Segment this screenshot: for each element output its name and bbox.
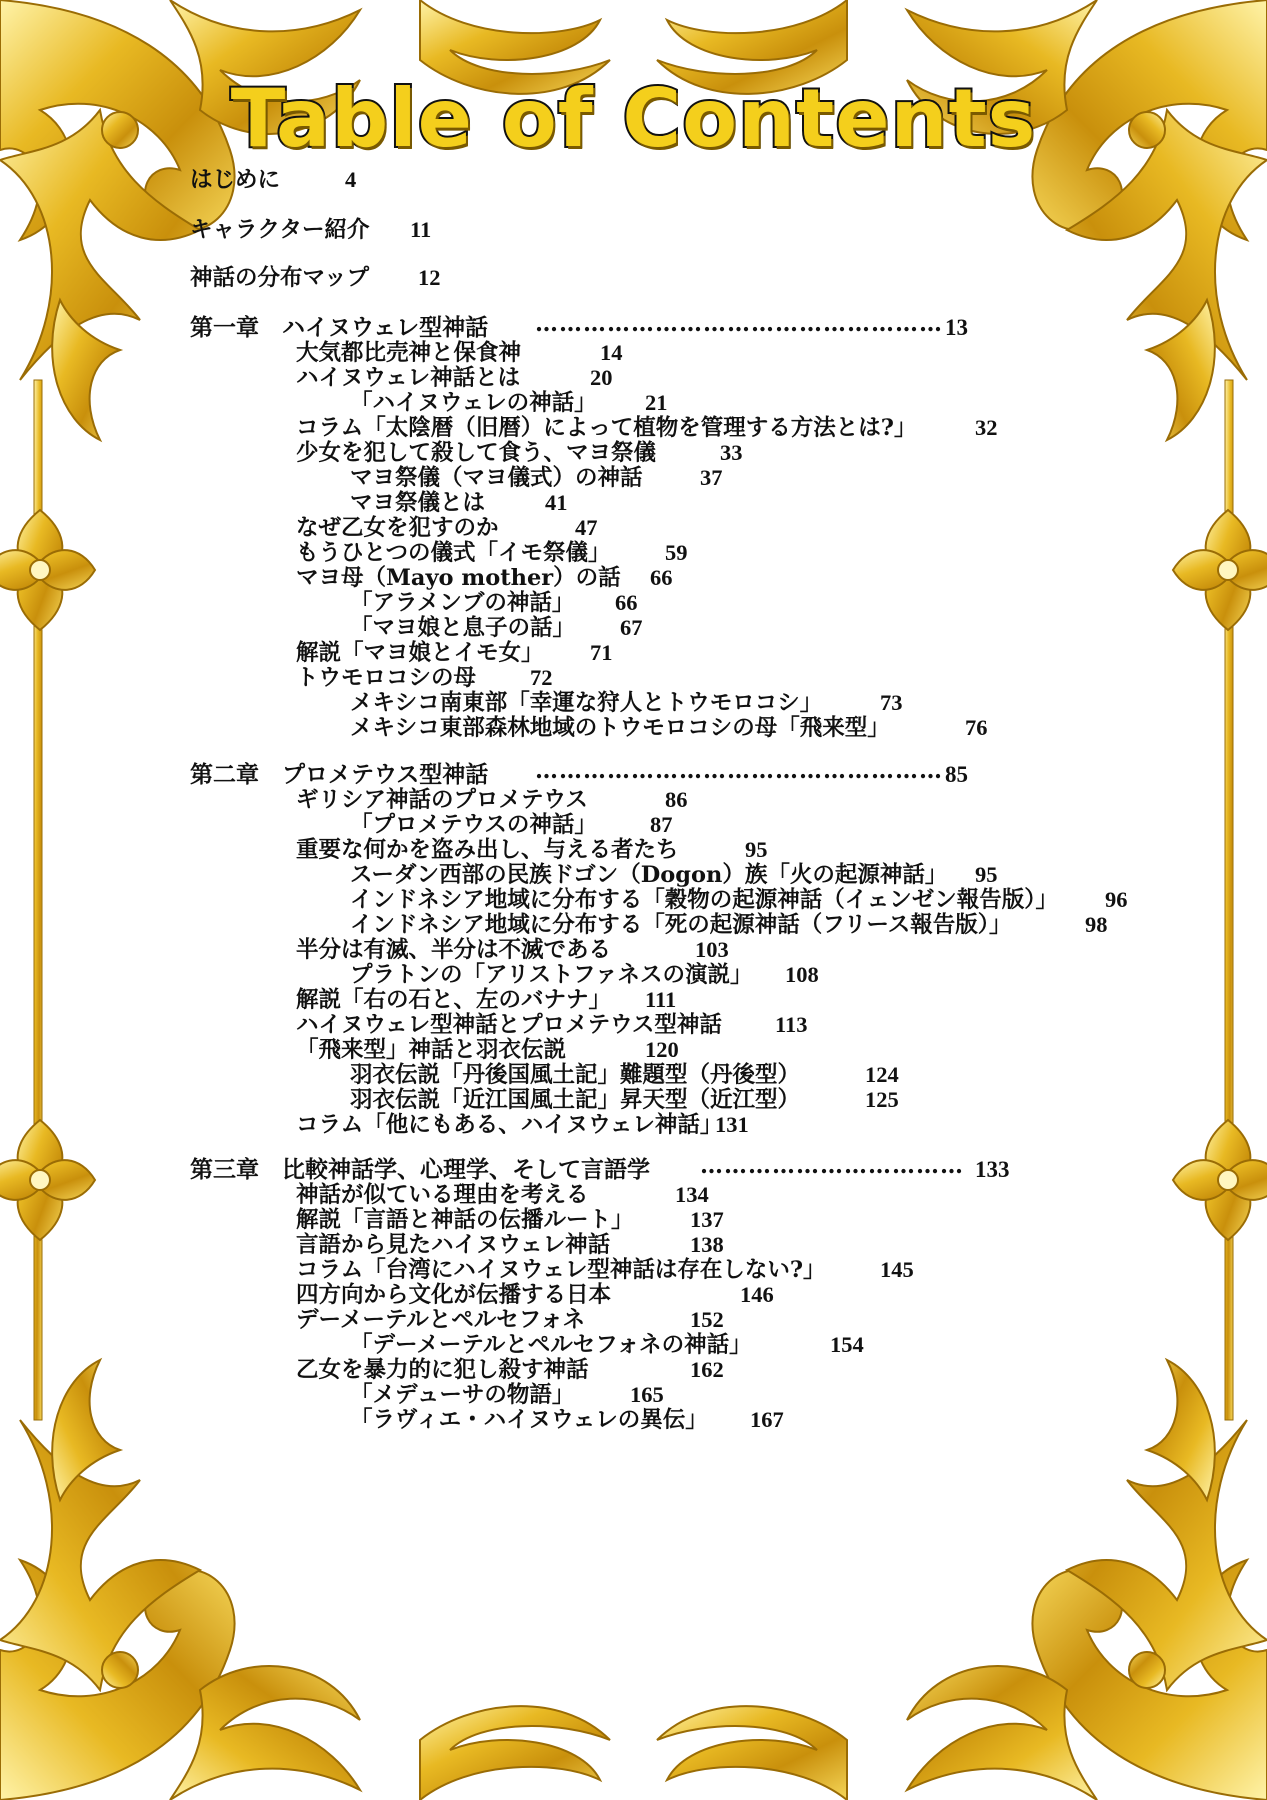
entry-title: ハイヌウェレ型神話とプロメテウス型神話: [296, 1012, 722, 1038]
entry-title: デーメーテルとペルセフォネ: [296, 1307, 586, 1333]
entry-title: マヨ母（Mayo mother）の話: [296, 565, 621, 591]
entry-title: 「飛来型」神話と羽衣伝説: [296, 1037, 567, 1063]
toc-entry[interactable]: [350, 689, 903, 717]
entry-title: 「マヨ娘と息子の話」: [350, 615, 576, 641]
page-number: 13: [945, 315, 968, 340]
entry-title: プラトンの「アリストファネスの演説」: [350, 962, 753, 988]
toc-entry[interactable]: [350, 1381, 664, 1409]
toc-entry[interactable]: [296, 786, 688, 814]
front-matter-item[interactable]: [190, 166, 357, 194]
page-number: 98: [1085, 912, 1108, 937]
dot-leader: ……………………………………………: [535, 757, 943, 784]
toc-entry[interactable]: [350, 811, 673, 839]
page-number: 33: [720, 440, 743, 465]
page-number: 41: [545, 490, 568, 515]
entry-title: 第一章 ハイヌウェレ型神話: [190, 314, 489, 341]
entry-title: 「メデューサの物語」: [350, 1382, 575, 1408]
page-number: 32: [975, 415, 998, 440]
toc-entry[interactable]: [296, 514, 598, 542]
entry-title: インドネシア地域に分布する「死の起源神話（フリース報告版）」: [350, 912, 1012, 938]
entry-title: 第三章 比較神話学、心理学、そして言語学: [190, 1156, 650, 1183]
toc-entry[interactable]: [296, 439, 743, 467]
page-number: 96: [1105, 887, 1128, 912]
toc-entry[interactable]: [296, 1281, 774, 1309]
page-number: 47: [575, 515, 598, 540]
page-number: 73: [880, 690, 903, 715]
page-number: 134: [675, 1182, 709, 1207]
toc-entry[interactable]: [350, 589, 638, 617]
toc-entry[interactable]: [296, 1011, 808, 1039]
front-matter-item[interactable]: [190, 264, 441, 292]
toc-entry[interactable]: [350, 911, 1108, 939]
entry-title: 神話の分布マップ: [190, 265, 370, 291]
entry-title: 「ハイヌウェレの神話」: [350, 390, 597, 416]
dot-leader: ……………………………: [700, 1152, 964, 1179]
entry-title: はじめに: [190, 167, 281, 193]
toc-entry[interactable]: [350, 961, 819, 989]
page-number: 131: [715, 1112, 749, 1137]
entry-title: なぜ乙女を犯すのか: [296, 515, 499, 541]
page-number: 154: [830, 1332, 864, 1357]
toc-entry[interactable]: [350, 714, 988, 742]
entry-title: ハイヌウェレ神話とは: [296, 365, 521, 391]
entry-title: スーダン西部の民族ドゴン（Dogon）族「火の起源神話」: [350, 862, 948, 888]
entry-title: 半分は有滅、半分は不滅である: [296, 937, 612, 963]
entry-title: もうひとつの儀式「イモ祭儀」: [296, 540, 611, 566]
entry-title: ギリシア神話のプロメテウス: [296, 787, 588, 813]
entry-title: 第二章 プロメテウス型神話: [190, 761, 489, 788]
page-number: 20: [590, 365, 613, 390]
toc-entry[interactable]: [350, 861, 998, 889]
toc-entry[interactable]: [296, 639, 613, 667]
toc-entry[interactable]: [296, 339, 623, 367]
entry-title: 「デーメーテルとペルセフォネの神話」: [350, 1332, 752, 1358]
entry-title: 言語から見たハイヌウェレ神話: [296, 1232, 611, 1258]
entry-title: メキシコ東部森林地域のトウモロコシの母「飛来型」: [350, 715, 890, 741]
page-number: 12: [418, 265, 441, 290]
entry-title: 解説「右の石と、左のバナナ」: [296, 987, 612, 1013]
entry-title: 「ラヴィエ・ハイヌウェレの異伝」: [350, 1407, 708, 1433]
entry-title: 乙女を暴力的に犯し殺す神話: [296, 1357, 589, 1383]
toc-entry[interactable]: [350, 614, 643, 642]
toc-entry[interactable]: [350, 489, 568, 517]
page-number: 133: [975, 1157, 1010, 1182]
toc-entry[interactable]: [296, 1306, 724, 1334]
page-number: 95: [745, 837, 768, 862]
entry-title: マヨ祭儀とは: [350, 490, 486, 516]
entry-title: トウモロコシの母: [296, 665, 477, 691]
page-number: 124: [865, 1062, 899, 1087]
entry-title: 羽衣伝説「近江国風土記」昇天型（近江型）: [350, 1087, 801, 1113]
page-number: 87: [650, 812, 673, 837]
entry-title: 少女を犯して殺して食う、マヨ祭儀: [296, 440, 657, 466]
page-number: 4: [345, 167, 357, 192]
page-number: 86: [665, 787, 688, 812]
page-number: 111: [645, 987, 677, 1012]
page-number: 11: [410, 217, 432, 242]
page-number: 145: [880, 1257, 914, 1282]
page-number: 125: [865, 1087, 899, 1112]
page-number: 120: [645, 1037, 679, 1062]
page-number: 67: [620, 615, 643, 640]
page-number: 146: [740, 1282, 774, 1307]
page-number: 162: [690, 1357, 724, 1382]
page-number: 37: [700, 465, 723, 490]
toc-entry[interactable]: [296, 1111, 749, 1139]
toc-entry[interactable]: [296, 1231, 724, 1259]
entry-title: コラム「太陰暦（旧暦）によって植物を管理する方法とは?」: [296, 415, 917, 441]
toc-entry[interactable]: [296, 1206, 724, 1234]
toc-entry[interactable]: [296, 539, 688, 567]
entry-title: 解説「マヨ娘とイモ女」: [296, 640, 544, 666]
page-number: 66: [615, 590, 638, 615]
page-number: 76: [965, 715, 988, 740]
page-number: 165: [630, 1382, 664, 1407]
page-number: 103: [695, 937, 729, 962]
entry-title: 「アラメンブの神話」: [350, 590, 575, 616]
toc-entry[interactable]: [296, 414, 998, 442]
toc-entry[interactable]: [350, 464, 723, 492]
entry-title: 神話が似ている理由を考える: [296, 1182, 589, 1208]
toc-entry[interactable]: [296, 564, 673, 592]
chapter-heading[interactable]: [190, 310, 968, 342]
entry-title: コラム「他にもある、ハイヌウェレ神話」: [296, 1112, 723, 1138]
page-number: 66: [650, 565, 673, 590]
entry-title: 四方向から文化が伝播する日本: [296, 1282, 612, 1308]
entry-title: キャラクター紹介: [190, 217, 370, 243]
entry-title: コラム「台湾にハイヌウェレ型神話は存在しない?」: [296, 1257, 826, 1283]
entry-title: 大気都比売神と保食神: [296, 340, 522, 366]
entry-title: 「プロメテウスの神話」: [350, 812, 597, 838]
page-number: 152: [690, 1307, 724, 1332]
page-number: 21: [645, 390, 668, 415]
toc-entry[interactable]: [350, 389, 668, 417]
entry-title: メキシコ南東部「幸運な狩人とトウモロコシ」: [350, 690, 823, 716]
dot-leader: ……………………………………………: [535, 310, 943, 337]
page-number: 72: [530, 665, 553, 690]
toc-entry[interactable]: [350, 1086, 899, 1114]
toc-entry[interactable]: [296, 986, 677, 1014]
toc-entry[interactable]: [296, 836, 768, 864]
entry-title: 重要な何かを盗み出し、与える者たち: [296, 837, 679, 863]
toc-entry[interactable]: [350, 1331, 864, 1359]
toc-entry[interactable]: [296, 1036, 679, 1064]
page-title: Table of Contents: [230, 72, 1037, 165]
page-number: 137: [690, 1207, 724, 1232]
toc-entry[interactable]: [350, 1061, 899, 1089]
chapter-heading[interactable]: [190, 757, 968, 789]
page-number: 14: [600, 340, 623, 365]
chapter-heading[interactable]: [190, 1152, 1010, 1184]
page-number: 167: [750, 1407, 784, 1432]
page-number: 95: [975, 862, 998, 887]
entry-title: マヨ祭儀（マヨ儀式）の神話: [350, 465, 643, 491]
page-number: 71: [590, 640, 613, 665]
toc-entry[interactable]: [296, 364, 613, 392]
page-number: 85: [945, 762, 968, 787]
front-matter-item[interactable]: [190, 216, 432, 244]
toc-entry[interactable]: [350, 1406, 784, 1434]
page-number: 138: [690, 1232, 724, 1257]
page-number: 113: [775, 1012, 808, 1037]
page-number: 108: [785, 962, 819, 987]
toc-entry[interactable]: [296, 1181, 709, 1209]
toc-entry[interactable]: [296, 936, 729, 964]
entry-title: 羽衣伝説「丹後国風土記」難題型（丹後型）: [350, 1062, 801, 1088]
toc-entry[interactable]: [296, 1256, 914, 1284]
entry-title: 解説「言語と神話の伝播ルート」: [296, 1207, 634, 1233]
page-number: 59: [665, 540, 688, 565]
entry-title: インドネシア地域に分布する「穀物の起源神話（イェンゼン報告版）」: [350, 887, 1058, 913]
toc-entry[interactable]: [350, 886, 1128, 914]
toc-entry[interactable]: [296, 1356, 724, 1384]
toc-entry[interactable]: [296, 664, 553, 692]
